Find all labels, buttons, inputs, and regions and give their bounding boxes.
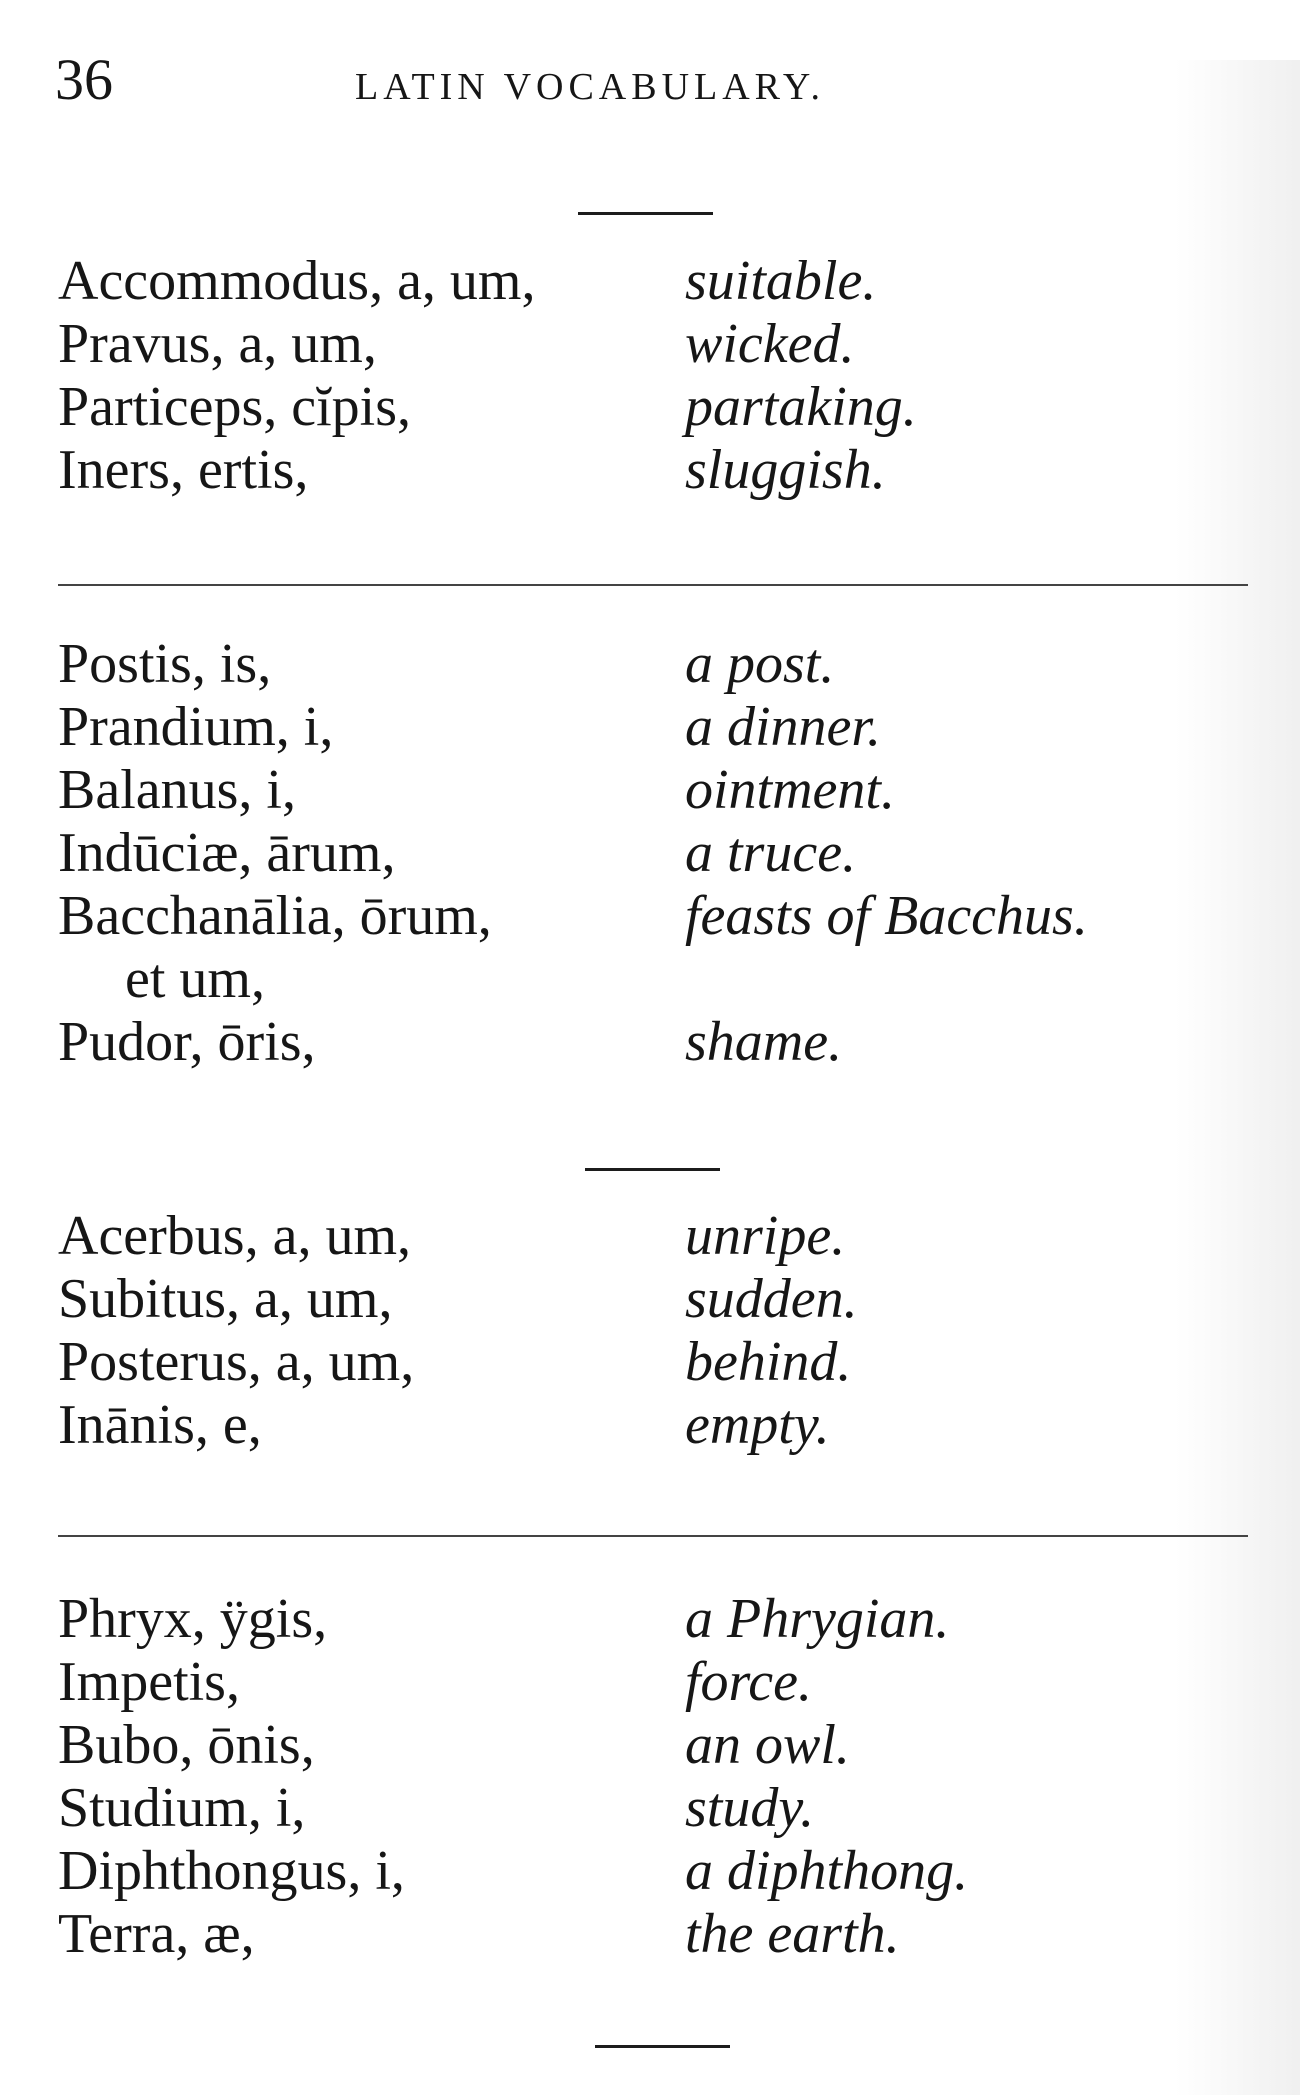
- english-gloss: behind.: [685, 1331, 852, 1393]
- running-title: LATIN VOCABULARY.: [355, 66, 825, 108]
- english-gloss: a post.: [685, 633, 835, 695]
- vocab-entry: [0, 1777, 1300, 1840]
- vocab-entry: [0, 1205, 1300, 1268]
- vocab-entry: [0, 696, 1300, 759]
- english-gloss: the earth.: [685, 1903, 900, 1965]
- english-gloss: suitable.: [685, 250, 877, 312]
- latin-term: Pudor, ōris,: [58, 1011, 316, 1073]
- latin-term: Balanus, i,: [58, 759, 296, 821]
- english-gloss: a truce.: [685, 822, 857, 884]
- latin-term: Subitus, a, um,: [58, 1268, 393, 1330]
- english-gloss: partaking.: [685, 376, 917, 438]
- english-gloss: sudden.: [685, 1268, 858, 1330]
- english-gloss: study.: [685, 1777, 815, 1839]
- vocab-entry: [0, 250, 1300, 313]
- latin-term: Acerbus, a, um,: [58, 1205, 412, 1267]
- latin-term: Bubo, ōnis,: [58, 1714, 315, 1776]
- latin-term: Pravus, a, um,: [58, 313, 377, 375]
- vocab-group-2: [0, 633, 1300, 1074]
- vocab-entry: [0, 885, 1300, 948]
- english-gloss: force.: [685, 1651, 812, 1713]
- latin-term: Inānis, e,: [58, 1394, 262, 1456]
- vocab-entry: [0, 1903, 1300, 1966]
- vocab-entry-continuation: [0, 948, 1300, 1011]
- section-divider-long: [58, 584, 1248, 586]
- page-header: [0, 45, 1300, 115]
- vocab-entry: [0, 376, 1300, 439]
- latin-term: Postis, is,: [58, 633, 272, 695]
- vocab-group-4: [0, 1588, 1300, 1966]
- section-divider-short: [578, 212, 713, 215]
- english-gloss: empty.: [685, 1394, 830, 1456]
- english-gloss: ointment.: [685, 759, 895, 821]
- section-divider-short: [595, 2045, 730, 2048]
- latin-term: Impetis,: [58, 1651, 240, 1713]
- vocab-entry: [0, 1394, 1300, 1457]
- page-number: 36: [55, 47, 113, 112]
- latin-term: Particeps, cĭpis,: [58, 376, 412, 438]
- english-gloss: sluggish.: [685, 439, 886, 501]
- vocab-entry: [0, 1651, 1300, 1714]
- vocab-entry: [0, 1268, 1300, 1331]
- latin-term: Bacchanālia, ōrum,: [58, 885, 492, 947]
- vocab-group-1: [0, 250, 1300, 502]
- vocab-entry: [0, 822, 1300, 885]
- latin-term: Prandium, i,: [58, 696, 334, 758]
- vocab-entry: [0, 439, 1300, 502]
- latin-term: Terra, æ,: [58, 1903, 255, 1965]
- english-gloss: a dinner.: [685, 696, 881, 758]
- vocab-entry: [0, 1011, 1300, 1074]
- vocab-entry: [0, 1714, 1300, 1777]
- english-gloss: shame.: [685, 1011, 843, 1073]
- english-gloss: an owl.: [685, 1714, 850, 1776]
- english-gloss: a diphthong.: [685, 1840, 969, 1902]
- latin-term: Indūciæ, ārum,: [58, 822, 396, 884]
- latin-term: Posterus, a, um,: [58, 1331, 415, 1393]
- latin-term: Accommodus, a, um,: [58, 250, 536, 312]
- vocab-entry: [0, 759, 1300, 822]
- vocab-entry: [0, 313, 1300, 376]
- section-divider-short: [585, 1168, 720, 1171]
- section-divider-long: [58, 1535, 1248, 1537]
- vocab-group-3: [0, 1205, 1300, 1457]
- vocab-entry: [0, 1588, 1300, 1651]
- latin-term: Studium, i,: [58, 1777, 306, 1839]
- vocab-entry: [0, 1840, 1300, 1903]
- latin-term: Iners, ertis,: [58, 439, 309, 501]
- vocab-entry: [0, 1331, 1300, 1394]
- english-gloss: a Phrygian.: [685, 1588, 950, 1650]
- latin-term: Phryx, ÿgis,: [58, 1588, 328, 1650]
- latin-term-continuation: et um,: [125, 948, 265, 1010]
- english-gloss: unripe.: [685, 1205, 846, 1267]
- english-gloss: wicked.: [685, 313, 855, 375]
- latin-term: Diphthongus, i,: [58, 1840, 405, 1902]
- english-gloss: feasts of Bacchus.: [685, 885, 1088, 947]
- vocab-entry: [0, 633, 1300, 696]
